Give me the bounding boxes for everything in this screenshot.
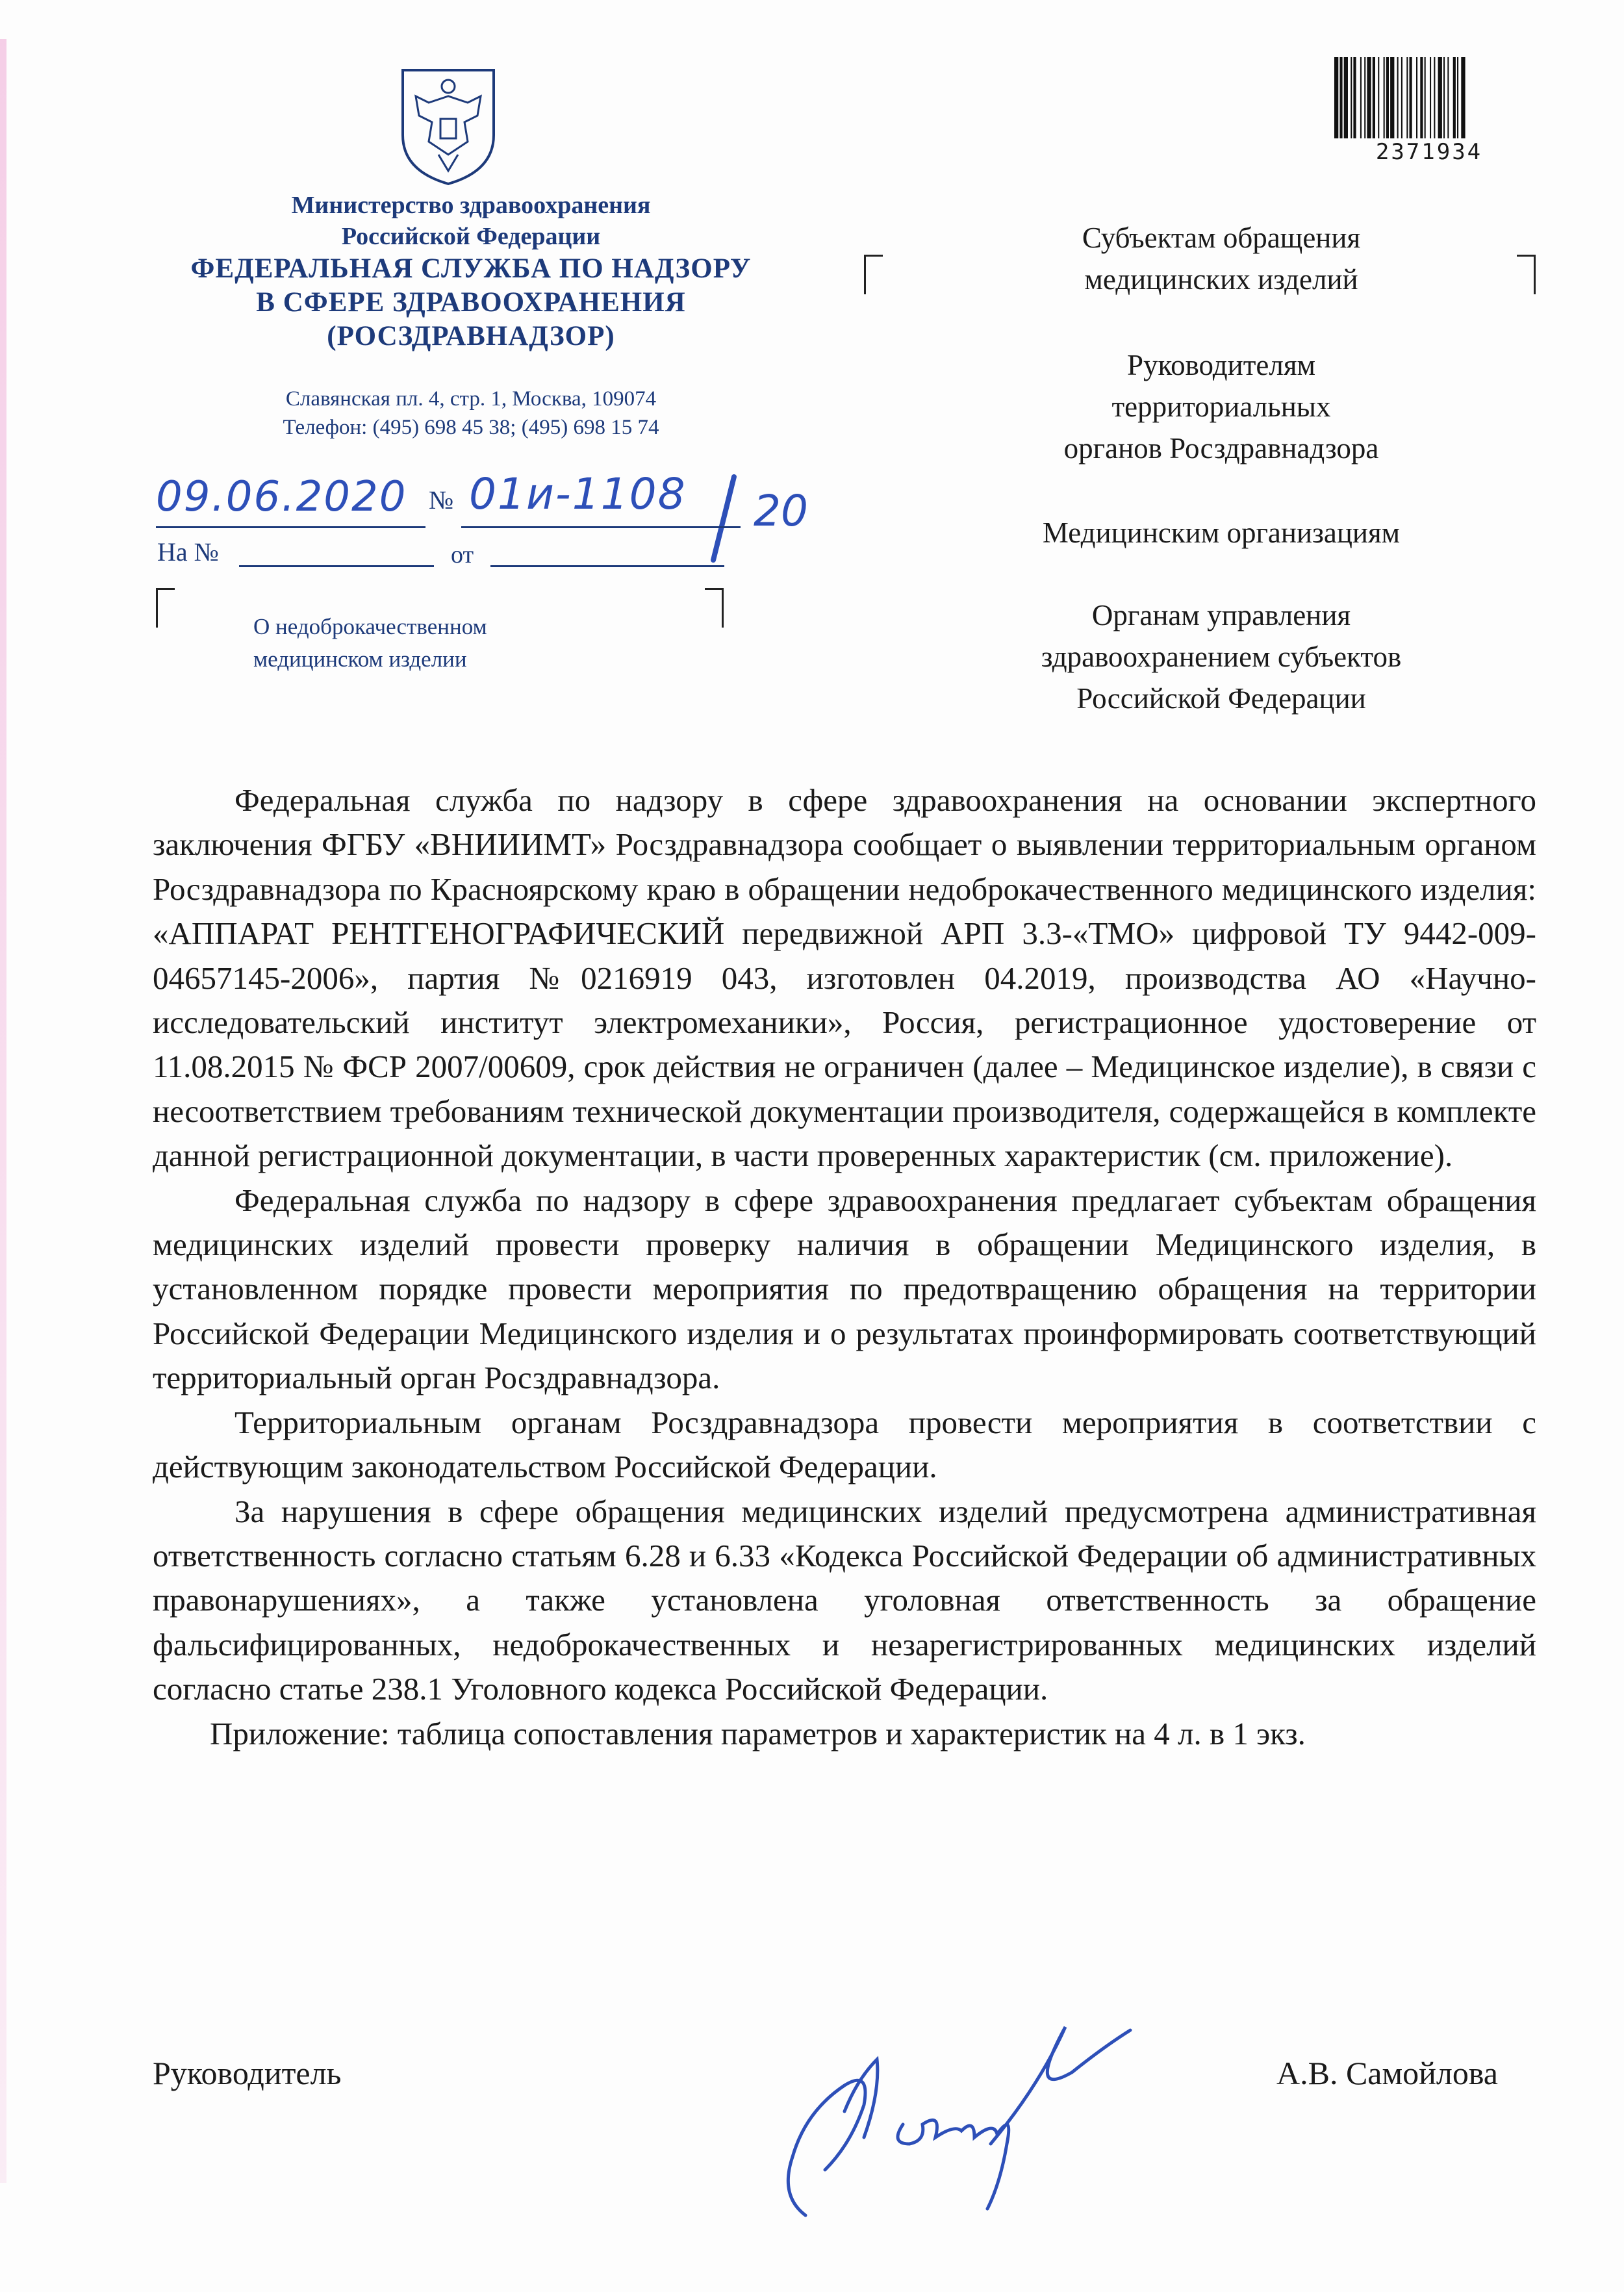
recipient-bracket-left <box>864 255 883 294</box>
barcode-bar <box>1373 57 1375 138</box>
recipient-line: Субъектам обращения <box>1082 222 1361 254</box>
barcode-bar <box>1367 57 1371 138</box>
barcode-bar <box>1453 57 1456 138</box>
phone: Телефон: (495) 698 45 38; (495) 698 15 74 <box>283 416 659 439</box>
service-line-3: (РОСЗДРАВНАДЗОР) <box>327 321 615 351</box>
barcode-bar <box>1364 57 1365 138</box>
service-name <box>130 252 812 353</box>
barcode-bar <box>1390 57 1394 138</box>
barcode-bar <box>1406 57 1408 138</box>
recipient-line: Российской Федерации <box>1076 682 1366 715</box>
date-underline <box>156 526 425 528</box>
body-paragraph-2: Федеральная служба по надзору в сфере здравоохранения предлагает субъектам обращения медицинских изделий провести проверку наличия в обращении Медицинского изделия, в установленном порядке провести мероприятия по предотвращению обращения на территории Российской Федерации Медицинского изделия и о результатах проинформировать соответствующий территориальный орган Росздравнадзора. <box>153 1182 1536 1396</box>
number-underline <box>461 526 741 528</box>
recipient-block-4 <box>929 594 1514 719</box>
recipient-line: территориальных <box>1111 390 1331 423</box>
service-line-1: ФЕДЕРАЛЬНАЯ СЛУЖБА ПО НАДЗОРУ <box>190 253 752 284</box>
number-label: № <box>429 485 454 515</box>
from-label: от <box>451 541 474 568</box>
recipient-block-2 <box>929 344 1514 469</box>
body-paragraph-1: Федеральная служба по надзору в сфере здравоохранения на основании экспертного заключения ФГБУ «ВНИИИМТ» Росздравнадзора сообщает о выявлении территориальным органом Росздравнадзора по Красноярскому краю в обращении недоброкачественного медицинского изделия: «АППАРАТ РЕНТГЕНОГРАФИЧЕСКИЙ передвижной АРП 3.3-«ТМО» цифровой ТУ 9442-009-04657145-2006», партия №0216919 043, изготовлен 04.2019, производства АО «Научно-исследовательский институт электромеханики», Россия, регистрационное удостоверение от 11.08.2015 № ФСР 2007/00609, срок действия не ограничен (далее – Медицинское изделие), в связи с несоответствием требованиям технической документации производителя, содержащейся в комплекте данной регистрационной документации, в части проверенных характеристик (см. приложение). <box>153 782 1536 1174</box>
ministry-name <box>130 190 812 252</box>
ministry-line-2: Российской Федерации <box>341 223 601 250</box>
barcode-bar <box>1420 57 1423 138</box>
subject-line-1: О недоброкачественном <box>253 614 487 639</box>
signatory-name: А.В. Самойлова <box>1276 2055 1498 2091</box>
barcode-bar <box>1434 57 1435 138</box>
subject-line-2: медицинском изделии <box>253 646 467 672</box>
recipient-line: органов Росздравнадзора <box>1063 432 1379 465</box>
barcode-bar <box>1447 57 1449 138</box>
number-slash <box>710 474 737 563</box>
barcode-bar <box>1443 57 1445 138</box>
barcode-bar <box>1397 57 1399 138</box>
registration-number: 01и-1108 <box>469 469 687 519</box>
barcode-bar <box>1339 57 1342 138</box>
subject-bracket-right <box>705 588 724 628</box>
address-block <box>130 385 812 442</box>
barcode-bar <box>1344 57 1348 138</box>
barcode-bar <box>1360 57 1362 138</box>
in-reply-label: На № <box>157 537 219 567</box>
recipient-block-3 <box>929 512 1514 554</box>
recipient-line: медицинских изделий <box>1084 263 1358 296</box>
registration-number-suffix: 20 <box>754 486 808 536</box>
barcode-bar <box>1334 57 1338 138</box>
service-line-2: В СФЕРЕ ЗДРАВООХРАНЕНИЯ <box>256 287 686 318</box>
barcode-bar <box>1461 57 1465 138</box>
recipient-line: Органам управления <box>1091 599 1351 631</box>
barcode-bar <box>1457 57 1458 138</box>
barcode-bar <box>1438 57 1442 138</box>
in-reply-underline <box>239 565 434 567</box>
scan-edge <box>0 39 6 2183</box>
barcode-bar <box>1353 57 1356 138</box>
address: Славянская пл. 4, стр. 1, Москва, 109074 <box>285 387 657 411</box>
recipient-block-1 <box>929 217 1514 300</box>
barcode-bar <box>1401 57 1402 138</box>
barcode-bar <box>1416 57 1417 138</box>
coat-of-arms-emblem <box>383 57 513 187</box>
ministry-line-1: Министерство здравоохранения <box>291 192 651 219</box>
barcode <box>1332 57 1527 138</box>
handwritten-signature <box>767 2001 1143 2228</box>
barcode-bar <box>1384 57 1385 138</box>
barcode-bar <box>1386 57 1389 138</box>
recipient-line: Медицинским организациям <box>1042 516 1401 549</box>
body-paragraph-3: Территориальным органам Росздравнадзора провести мероприятия в соответствии с действующим законодательством Российской Федерации. <box>153 1404 1536 1485</box>
body-paragraph-4: За нарушения в сфере обращения медицинских изделий предусмотрена административная ответственность согласно статьям 6.28 и 6.33 «Кодекса Российской Федерации об административных правонарушениях», а также установлена уголовная ответственность за обращение фальсифицированных, недоброкачественных и незарегистрированных медицинских изделий согласно статье 238.1 Уголовного кодекса Российской Федерации. <box>153 1493 1536 1707</box>
registration-date: 09.06.2020 <box>156 473 407 521</box>
letter-body <box>153 778 1536 1756</box>
barcode-bar <box>1430 57 1431 138</box>
recipient-line: Руководителям <box>1127 349 1315 381</box>
barcode-bar <box>1351 57 1352 138</box>
barcode-bar <box>1410 57 1412 138</box>
barcode-bar <box>1425 57 1426 138</box>
barcode-bar <box>1378 57 1379 138</box>
subject <box>253 611 487 676</box>
recipient-line: здравоохранением субъектов <box>1041 641 1402 673</box>
attachment-note: Приложение: таблица сопоставления параметров и характеристик на 4 л. в 1 экз. <box>210 1715 1306 1751</box>
subject-bracket-left <box>156 588 175 628</box>
recipient-bracket-right <box>1517 255 1536 294</box>
from-underline <box>490 565 724 567</box>
signatory-role: Руководитель <box>153 2055 342 2091</box>
barcode-number: 2371934 <box>1375 139 1483 165</box>
